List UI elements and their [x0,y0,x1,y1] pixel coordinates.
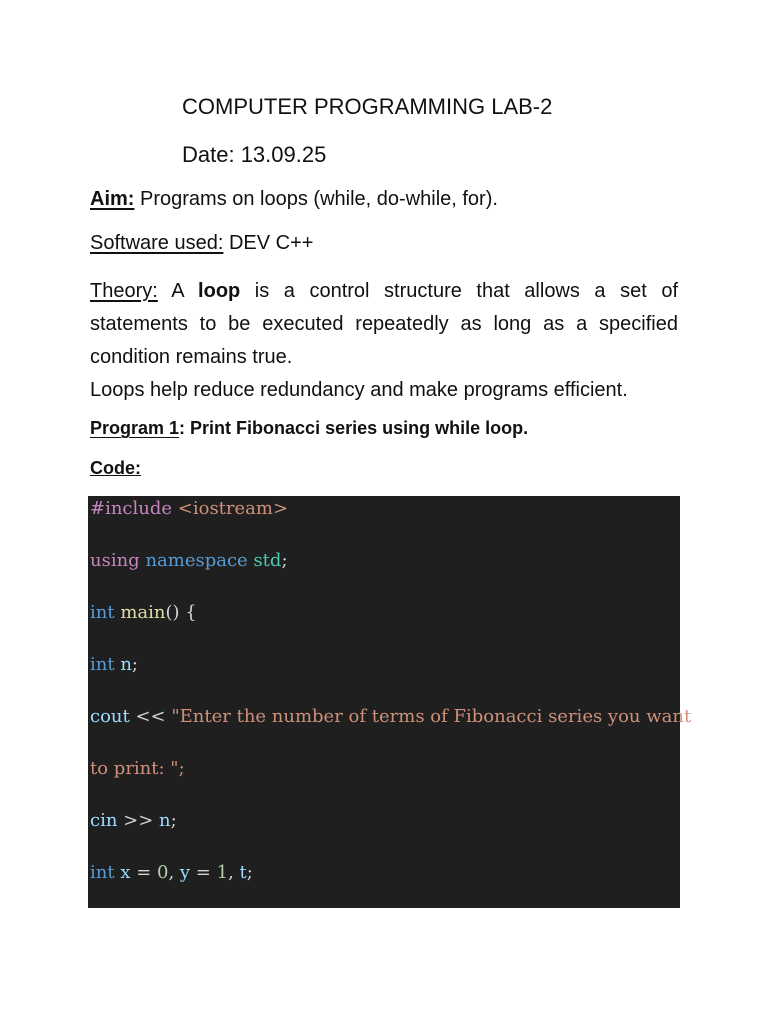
program-colon: : [179,418,191,438]
program-label: Program 1 [90,418,180,438]
software-label: Software used: [90,232,224,254]
theory-bold-term: loop [198,280,241,302]
code-line: int x = 0, y = 1, t; [90,862,253,883]
code-line: using namespace std; [90,550,288,571]
software-text: DEV C++ [223,232,314,254]
aim-text: Programs on loops (while, do-while, for). [134,188,498,210]
code-line: cout << "Enter the number of terms of Fibonacci series you want [90,706,692,727]
theory-pre: A [157,280,199,302]
document-title: COMPUTER PROGRAMMING LAB-2 [182,94,553,119]
theory-label: Theory: [90,280,158,302]
code-line: to print: "; [90,758,185,779]
document-date: Date: 13.09.25 [182,142,327,167]
code-line: int n; [90,654,138,675]
aim-line [90,188,498,211]
theory-line2: Loops help reduce redundancy and make programs efficient. [90,379,628,401]
code-line: #include <iostream> [90,498,289,519]
program-title: Print Fibonacci series using while loop. [190,418,529,438]
aim-label: Aim: [90,188,135,210]
theory-post: is a control structure that allows a set of statements to be executed repeatedly as long as a specified condition remains true. [90,280,679,368]
code-line: int main() { [90,602,197,623]
program-heading [90,418,528,439]
code-line: cin >> n; [90,810,177,831]
theory-paragraph [90,275,678,407]
software-line [90,232,313,255]
code-heading: Code: [90,458,141,478]
code-block [88,496,692,908]
